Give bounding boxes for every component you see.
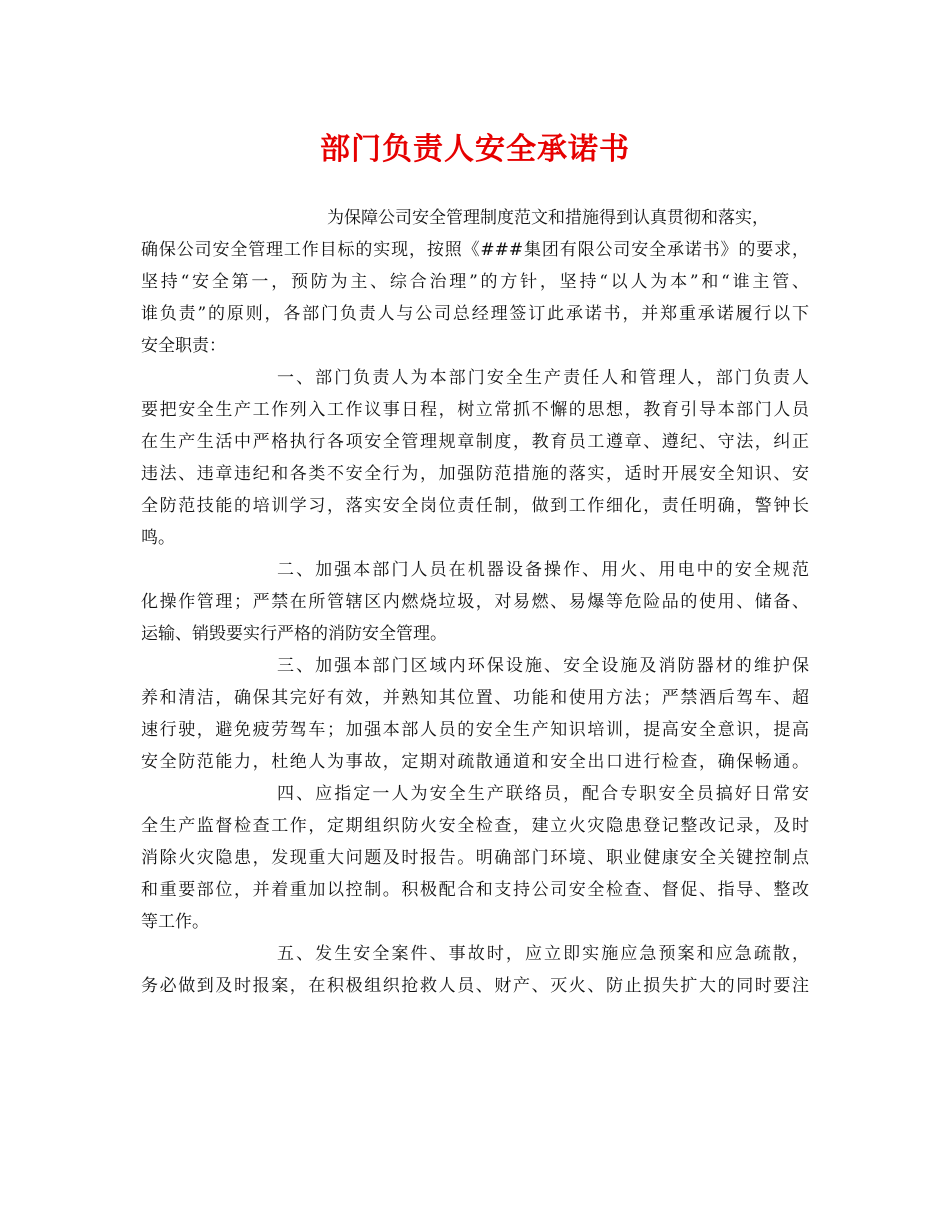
paragraph-line: 务必做到及时报案，在积极组织抢救人员、财产、灭火、防止损失扩大的同时要注 — [141, 976, 809, 996]
paragraph-line: 坚持“安全第一，预防为主、综合治理”的方针，坚持“以人为本”和“谁主管、 — [141, 272, 809, 292]
paragraph-line: 五、发生安全案件、事故时，应立即实施应急预案和应急疏散， — [277, 944, 809, 964]
paragraph-line: 化操作管理；严禁在所管辖区内燃烧垃圾，对易燃、易爆等危险品的使用、储备、 — [141, 592, 809, 612]
paragraph-line: 三、加强本部门区域内环保设施、安全设施及消防器材的维护保 — [277, 656, 809, 676]
paragraph-line: 全防范技能的培训学习，落实安全岗位责任制，做到工作细化，责任明确，警钟长 — [141, 496, 809, 516]
paragraph-line: 要把安全生产工作列入工作议事日程，树立常抓不懈的思想，教育引导本部门人员 — [141, 400, 809, 420]
paragraph-line: 四、应指定一人为安全生产联络员，配合专职安全员搞好日常安 — [277, 784, 809, 804]
paragraph-line: 等工作。 — [141, 912, 209, 932]
document-title: 部门负责人安全承诺书 — [320, 132, 630, 167]
paragraph-line: 确保公司安全管理工作目标的实现，按照《###集团有限公司安全承诺书》的要求， — [141, 240, 809, 260]
paragraph-line: 全生产监督检查工作，定期组织防火安全检查，建立火灾隐患登记整改记录，及时 — [141, 816, 809, 836]
document-body — [141, 202, 809, 1002]
paragraph-line: 在生产生活中严格执行各项安全管理规章制度，教育员工遵章、遵纪、守法，纠正 — [141, 432, 809, 452]
paragraph-line: 养和清洁，确保其完好有效，并熟知其位置、功能和使用方法；严禁酒后驾车、超 — [141, 688, 809, 708]
paragraph-line: 消除火灾隐患，发现重大问题及时报告。明确部门环境、职业健康安全关键控制点 — [141, 848, 809, 868]
paragraph-line: 一、部门负责人为本部门安全生产责任人和管理人，部门负责人 — [277, 368, 809, 388]
paragraph-line: 鸣。 — [141, 528, 175, 548]
paragraph-line: 安全防范能力，杜绝人为事故，定期对疏散通道和安全出口进行检查，确保畅通。 — [141, 752, 809, 772]
paragraph-line: 和重要部位，并着重加以控制。积极配合和支持公司安全检查、督促、指导、整改 — [141, 880, 809, 900]
paragraph-line: 二、加强本部门人员在机器设备操作、用火、用电中的安全规范 — [277, 560, 809, 580]
paragraph-line: 速行驶，避免疲劳驾车；加强本部人员的安全生产知识培训，提高安全意识，提高 — [141, 720, 809, 740]
paragraph-line: 为保障公司安全管理制度范文和措施得到认真贯彻和落实， — [327, 208, 769, 228]
paragraph-line: 谁负责”的原则，各部门负责人与公司总经理签订此承诺书，并郑重承诺履行以下 — [141, 304, 809, 324]
paragraph-line: 违法、违章违纪和各类不安全行为，加强防范措施的落实，适时开展安全知识、安 — [141, 464, 809, 484]
paragraph-line: 运输、销毁要实行严格的消防安全管理。 — [141, 624, 447, 644]
paragraph-line: 安全职责： — [141, 336, 226, 356]
